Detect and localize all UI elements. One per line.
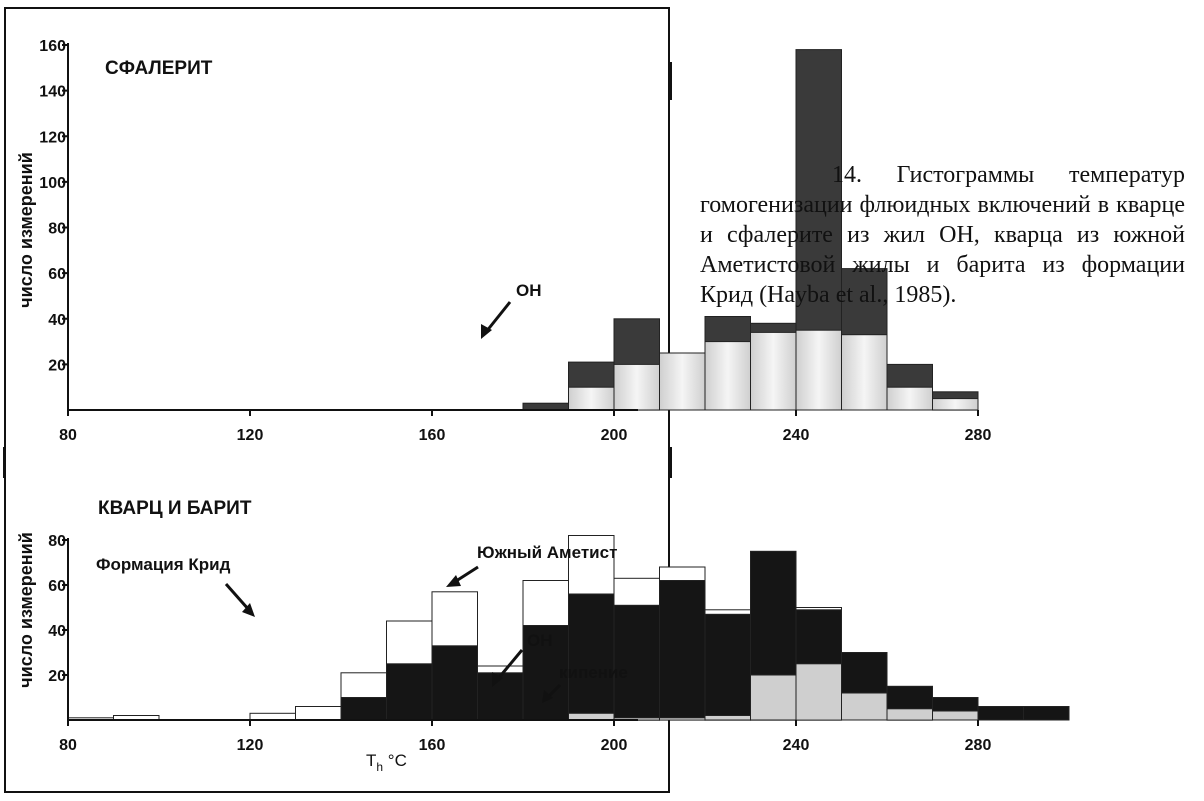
sphalerite-x-tick-label-80: 80 [59,427,77,444]
quartz-barite-bar-южный-аметист-220 [705,614,751,720]
annotation-on-bottom: ОН [527,631,553,650]
figure-caption [700,160,1185,310]
chart-title-quartz-barite: КВАРЦ И БАРИТ [98,498,252,519]
y-axis-label-quartz-barite: число измерений [16,532,36,688]
sphalerite-y-tick-label-40: 40 [48,311,66,329]
quartz-barite-bar-южный-аметист-280 [978,707,1024,721]
x-axis-label-th: $T_h$ °C [366,751,407,774]
sphalerite-y-tick-label-100: 100 [39,174,66,192]
sphalerite-y-tick-label-60: 60 [48,266,66,284]
arrow-on-top [481,302,510,339]
annotation-on-top: ОН [516,281,542,300]
quartz-barite-bar-формация-крид-130 [296,707,342,721]
quartz-barite-x-tick-label-160: 160 [418,737,446,754]
quartz-barite-bar-он-240 [796,664,842,720]
sphalerite-x-tick-label-160: 160 [418,427,446,444]
arrow-south-amethyst [446,567,478,587]
quartz-barite-x-tick-label-200: 200 [600,737,628,754]
quartz-barite-y-tick-label-60: 60 [48,578,66,595]
quartz-barite-bar-он-210 [660,718,706,720]
sphalerite-y-tick-label-20: 20 [48,357,66,375]
quartz-barite-x-tick-label-240: 240 [782,737,810,754]
annotation-south-amethyst: Южный Аметист [477,543,618,562]
quartz-barite-bar-южный-аметист-210 [660,581,706,721]
quartz-barite-bar-он-220 [705,716,751,721]
quartz-barite-y-tick-label-20: 20 [48,668,66,685]
sphalerite-bar-total-сфалерит-он--180 [523,403,569,410]
sphalerite-y-tick-label-160: 160 [39,38,66,55]
quartz-barite-bar-южный-аметист-140 [341,698,387,721]
quartz-barite-bar-южный-аметист-160 [432,646,478,720]
quartz-barite-bar-он-230 [751,675,797,720]
annotation-creede: Формация Крид [96,555,231,574]
sphalerite-x-tick-label-200: 200 [600,427,628,444]
quartz-barite-bar-южный-аметист-290 [1024,707,1070,721]
chart-title-sphalerite: СФАЛЕРИТ [105,58,213,79]
sphalerite-x-tick-label-120: 120 [236,427,264,444]
sphalerite-bar-он-270 [933,399,979,410]
sphalerite-y-tick-label-140: 140 [39,83,66,101]
quartz-barite-bar-южный-аметист-150 [387,664,433,720]
annotation-boiling: кипение [559,663,628,682]
sphalerite-y-tick-label-120: 120 [39,129,66,147]
sphalerite-bar-он-260 [887,387,933,410]
quartz-barite-bar-он-260 [887,709,933,720]
quartz-barite-x-tick-label-80: 80 [59,737,77,754]
quartz-barite-x-tick-label-120: 120 [236,737,264,754]
sphalerite-bar-он-250 [842,335,888,410]
quartz-barite-histogram [16,498,1069,774]
sphalerite-bar-он-190 [569,387,615,410]
quartz-barite-x-tick-label-280: 280 [964,737,992,754]
sphalerite-x-tick-label-240: 240 [782,427,810,444]
sphalerite-y-tick-label-80: 80 [48,220,66,238]
quartz-barite-bar-он-250 [842,693,888,720]
arrow-creede [226,584,255,617]
sphalerite-bar-он-200 [614,364,660,410]
quartz-barite-bar-он-270 [933,711,979,720]
sphalerite-bar-он-240 [796,330,842,410]
quartz-barite-y-tick-label-40: 40 [48,623,66,640]
caption-text: 14. Гистограммы температур гомогенизации флюидных включений в кварце и сфалерите из жил ОН, кварца из южной Аметистовой жилы и барита из формации Крид (Hayba et al., 1985). [700,162,1185,308]
sphalerite-bar-он-210 [660,353,706,410]
sphalerite-bar-он-220 [705,342,751,410]
sphalerite-x-tick-label-280: 280 [964,427,992,444]
quartz-barite-y-tick-label-80: 80 [48,533,66,550]
quartz-barite-bar-южный-аметист-190 [569,594,615,720]
y-axis-label-sphalerite: число измерений [16,152,36,308]
sphalerite-bar-он-230 [751,332,797,410]
